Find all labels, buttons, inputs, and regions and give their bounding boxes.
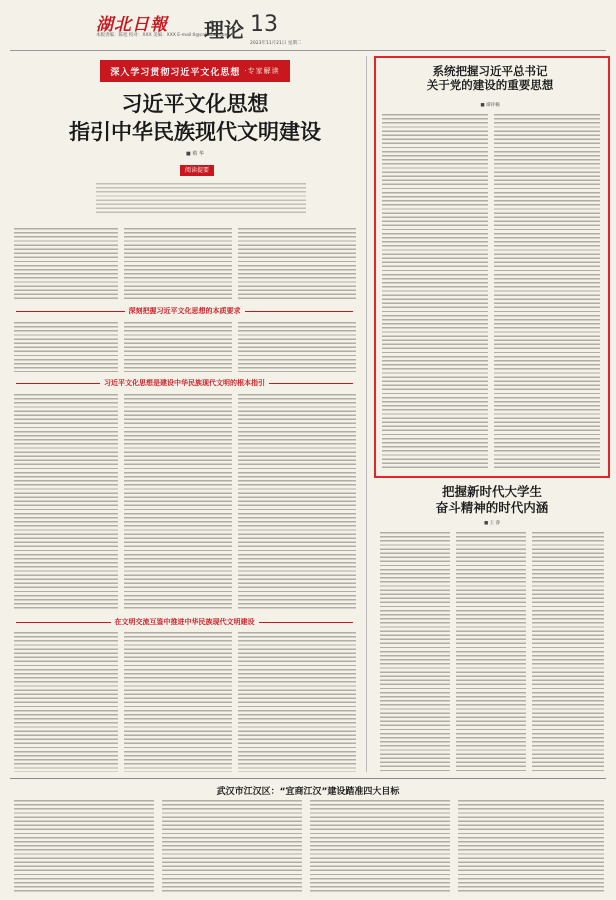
main-title-line-1: 习近平文化思想: [121, 92, 269, 116]
series-banner: [100, 60, 290, 82]
abstract-tag: 阅读提要: [180, 165, 214, 176]
masthead: [0, 0, 616, 48]
second-article-column-1: [380, 532, 450, 772]
feature-article-title: [378, 64, 602, 92]
main-article-column-3d: [238, 632, 356, 772]
series-banner-sub: ·专家解读: [244, 67, 280, 75]
section-heading-3: 在文明交流互鉴中推进中华民族现代文明建设: [12, 617, 357, 627]
feature-article-column-2: [494, 114, 600, 468]
feature-title-line-2: 关于党的建设的重要思想: [426, 78, 554, 92]
feature-article-column-1: [382, 114, 488, 468]
publication-date: 2023年11月21日 星期二: [250, 41, 302, 46]
feature-title-line-1: 系统把握习近平总书记: [432, 64, 548, 78]
main-article-column-3b: [238, 322, 356, 372]
bottom-article-column-4: [458, 800, 604, 892]
second-article-title: [380, 484, 604, 516]
main-article-title: [60, 90, 330, 146]
newspaper-logo: 湖北日報: [96, 15, 168, 35]
feature-article-author: ■ 谭祥楠: [480, 103, 500, 108]
page-number: 13: [250, 12, 278, 37]
main-article-column-1a: [14, 228, 118, 300]
main-article-column-2c: [124, 394, 232, 610]
second-article-column-3: [532, 532, 604, 772]
bottom-article-column-3: [310, 800, 450, 892]
top-rule: [10, 50, 606, 51]
main-title-line-2: 指引中华民族现代文明建设: [69, 120, 321, 144]
main-article-column-3c: [238, 394, 356, 610]
section-heading-2: 习近平文化思想是建设中华民族现代文明的根本指引: [12, 378, 357, 388]
second-article-column-2: [456, 532, 526, 772]
section-title: 理论: [204, 18, 244, 42]
second-title-line-1: 把握新时代大学生: [441, 484, 542, 499]
column-divider: [366, 56, 367, 772]
main-article-column-1c: [14, 394, 118, 610]
issue-info: 本版责编：陈旭 校对：XXX 美编：XXX E-mail:ll@cnhubei.com: [96, 33, 229, 38]
bottom-article-column-1: [14, 800, 154, 892]
main-article-column-2d: [124, 632, 232, 772]
bottom-article-headline: 武汉市江汉区：“宜商江汉”建设踏准四大目标: [216, 787, 400, 797]
main-article-author: ■ 蔡 华: [186, 151, 204, 157]
main-article-column-1b: [14, 322, 118, 372]
section-heading-1: 深刻把握习近平文化思想的本质要求: [12, 306, 357, 316]
second-title-line-2: 奋斗精神的时代内涵: [435, 500, 549, 515]
main-article-column-2a: [124, 228, 232, 300]
bottom-article-column-2: [162, 800, 302, 892]
bottom-rule: [10, 778, 606, 779]
second-article-author: ■ 王 睿: [483, 521, 501, 526]
main-article-column-2b: [124, 322, 232, 372]
main-article-column-3a: [238, 228, 356, 300]
main-article-column-1d: [14, 632, 118, 772]
abstract-text-block: [96, 183, 306, 213]
series-banner-label: 深入学习贯彻习近平文化思想: [110, 67, 241, 78]
